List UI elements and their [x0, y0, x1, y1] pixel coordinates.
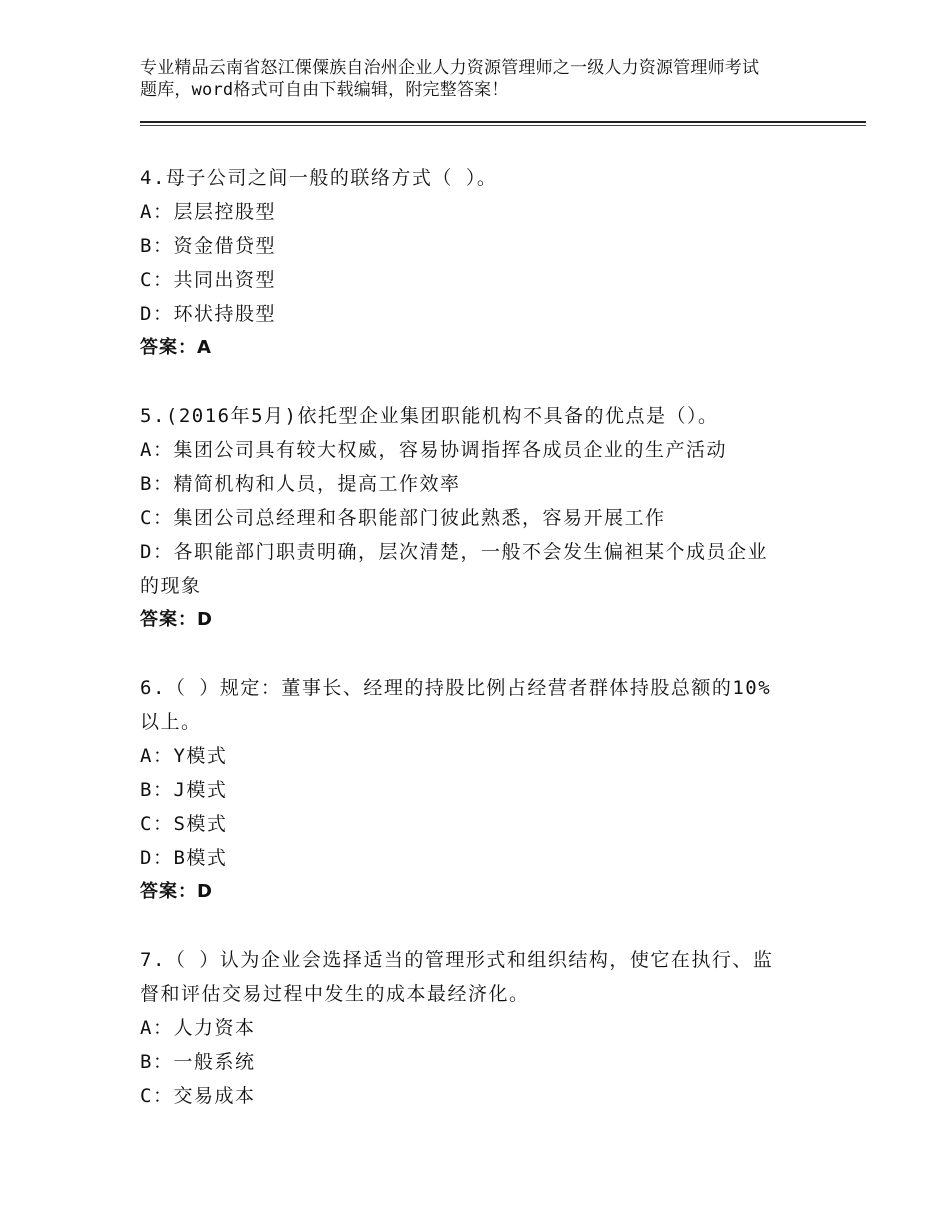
answer-label: 答案： [140, 609, 197, 630]
option-b: B：一般系统 [140, 1051, 256, 1073]
question-5 [140, 399, 820, 637]
answer-line [140, 875, 820, 909]
document-header [140, 57, 840, 101]
header-line-2: 题库，word格式可自由下载编辑，附完整答案！ [140, 80, 509, 100]
answer-line [140, 331, 820, 365]
option-b: B：精简机构和人员，提高工作效率 [140, 473, 461, 495]
answer-value: A [197, 337, 212, 358]
option-d: D：B模式 [140, 847, 228, 869]
answer-value: D [197, 881, 213, 902]
question-4 [140, 161, 820, 365]
option-c: C：交易成本 [140, 1085, 256, 1107]
question-stem-continued: 督和评估交易过程中发生的成本最经济化。 [140, 983, 530, 1005]
question-stem: 6.（ ）规定：董事长、经理的持股比例占经营者群体持股总额的10% [140, 677, 772, 699]
question-6 [140, 671, 820, 909]
question-stem-continued: 以上。 [140, 711, 202, 733]
option-c: C：集团公司总经理和各职能部门彼此熟悉，容易开展工作 [140, 507, 666, 529]
option-d: D：各职能部门职责明确，层次清楚，一般不会发生偏袒某个成员企业 [140, 541, 768, 563]
answer-label: 答案： [140, 337, 197, 358]
header-divider-thick [140, 121, 866, 123]
option-a: A：Y模式 [140, 745, 228, 767]
answer-line [140, 603, 820, 637]
option-d-continued: 的现象 [140, 575, 202, 597]
question-list [140, 161, 820, 1147]
question-stem: 4.母子公司之间一般的联络方式（ ）。 [140, 167, 498, 189]
option-d: D：环状持股型 [140, 303, 276, 325]
option-c: C：S模式 [140, 813, 228, 835]
option-a: A：层层控股型 [140, 201, 276, 223]
option-a: A：人力资本 [140, 1017, 256, 1039]
answer-label: 答案： [140, 881, 197, 902]
question-7 [140, 943, 820, 1113]
option-a: A：集团公司具有较大权威，容易协调指挥各成员企业的生产活动 [140, 439, 727, 461]
option-b: B：J模式 [140, 779, 228, 801]
option-c: C：共同出资型 [140, 269, 276, 291]
option-b: B：资金借贷型 [140, 235, 276, 257]
answer-value: D [197, 609, 213, 630]
header-line-1: 专业精品云南省怒江傈僳族自治州企业人力资源管理师之一级人力资源管理师考试 [140, 58, 760, 78]
header-divider-thin [140, 125, 866, 126]
question-stem: 7.（ ）认为企业会选择适当的管理形式和组织结构，使它在执行、监 [140, 949, 774, 971]
question-stem: 5.(2016年5月)依托型企业集团职能机构不具备的优点是（）。 [140, 405, 719, 427]
